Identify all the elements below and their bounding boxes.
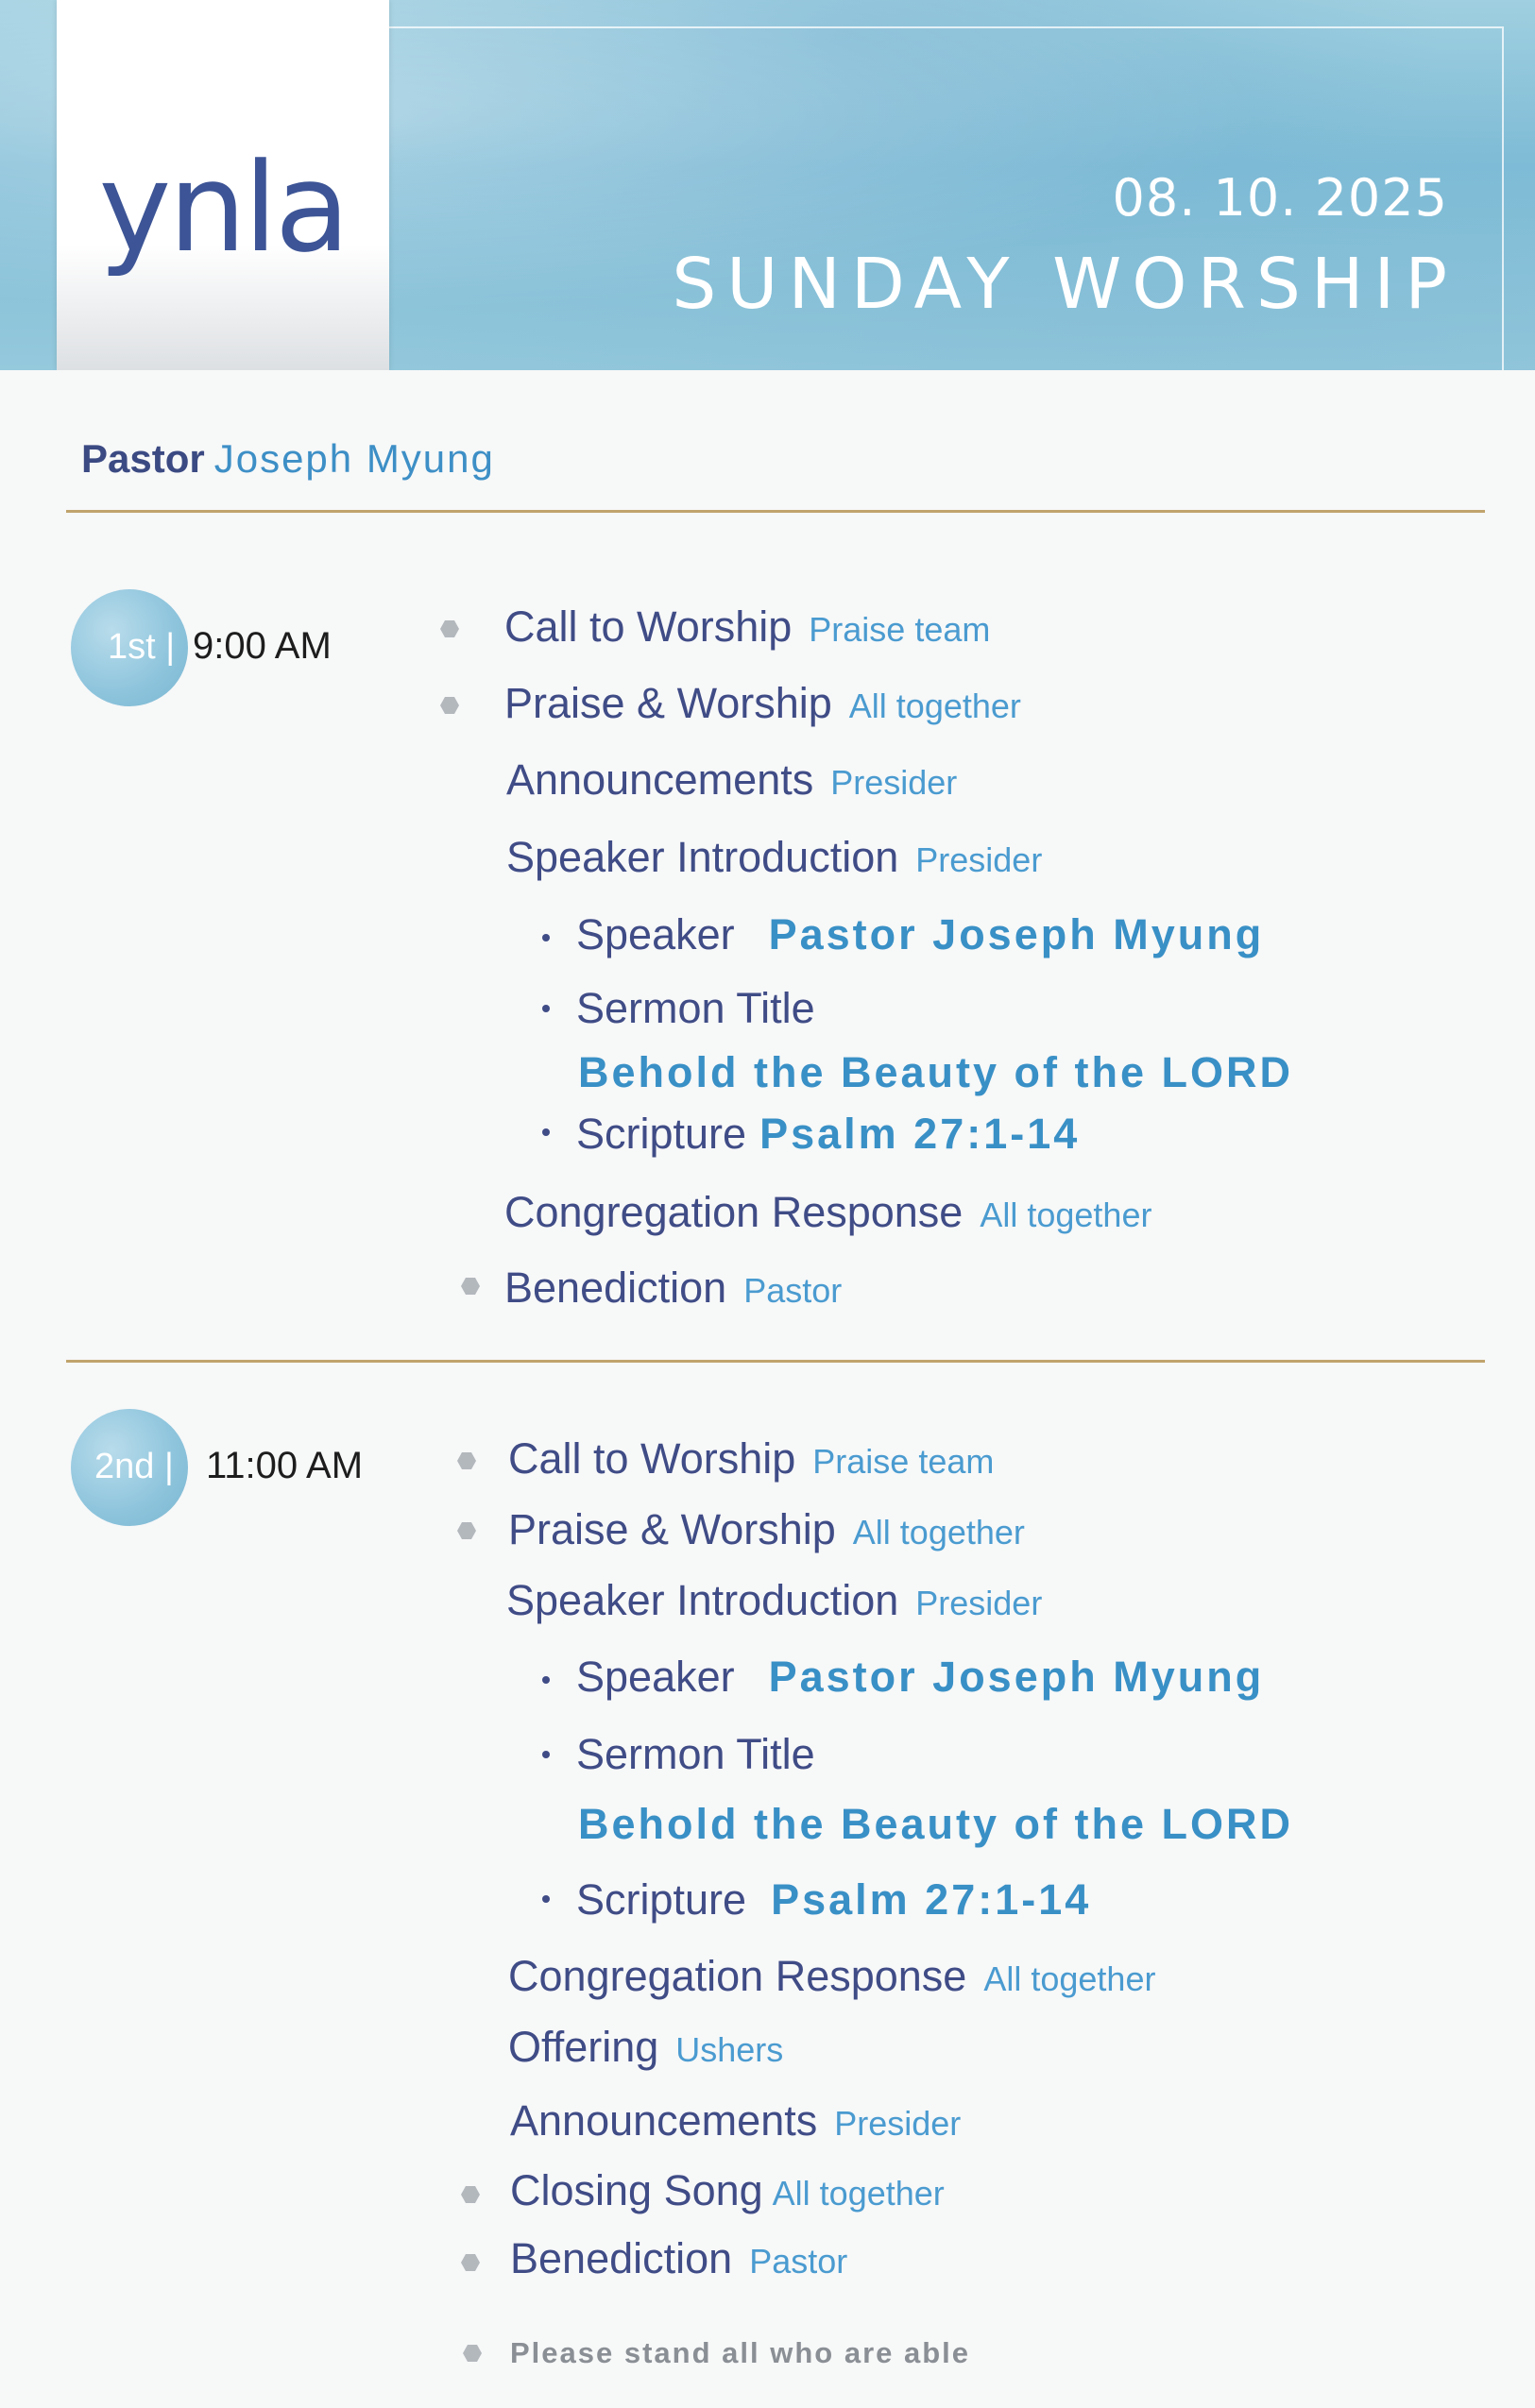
service-date: 08. 10. 2025: [1112, 168, 1448, 228]
item-label: Benediction: [504, 1263, 727, 1312]
scripture-line: [576, 1110, 1080, 1159]
speaker-name: Pastor Joseph Myung: [768, 910, 1265, 958]
item-label: Congregation Response: [508, 1952, 967, 2000]
item-role: All together: [852, 1513, 1025, 1552]
hex-bullet-icon: [463, 2344, 482, 2363]
program-item: [508, 2023, 783, 2072]
service-number: 1st |: [108, 627, 176, 667]
service-number: 2nd |: [94, 1447, 174, 1486]
item-role: Praise team: [812, 1442, 995, 1481]
page-title: SUNDAY WORSHIP: [672, 244, 1458, 325]
bullet-dot-icon: [542, 1005, 550, 1012]
item-role: Ushers: [675, 2030, 784, 2069]
pastor-line: [81, 436, 495, 482]
service-time: 11:00 AM: [206, 1445, 364, 1486]
item-label: Announcements: [506, 755, 814, 804]
item-role: All together: [983, 1959, 1156, 1998]
scripture-label: Scripture: [576, 1110, 747, 1158]
item-role: Praise team: [809, 610, 991, 649]
item-role: All together: [980, 1196, 1152, 1234]
hex-bullet-icon: [461, 2253, 480, 2272]
program-item: [504, 1263, 842, 1313]
program-item: [508, 1505, 1025, 1554]
item-label: Congregation Response: [504, 1188, 964, 1236]
service-time: 9:00 AM: [193, 625, 332, 667]
hex-bullet-icon: [440, 619, 459, 638]
item-label: Offering: [508, 2023, 659, 2071]
hex-bullet-icon: [461, 1277, 480, 1296]
item-label: Praise & Worship: [504, 679, 832, 727]
program-item: [504, 679, 1021, 728]
item-role: Presider: [830, 763, 958, 802]
item-label: Praise & Worship: [508, 1505, 836, 1553]
program-item: [506, 755, 957, 805]
item-role: Pastor: [743, 1271, 843, 1310]
item-label: Call to Worship: [508, 1434, 796, 1483]
scripture-label: Scripture: [576, 1875, 747, 1924]
item-role: Presider: [834, 2104, 962, 2143]
item-role: All together: [772, 2174, 945, 2213]
logo: [57, 0, 389, 370]
scripture-line: [576, 1875, 1091, 1925]
pastor-name: Joseph Myung: [213, 436, 495, 481]
item-label: Speaker Introduction: [506, 1576, 899, 1624]
program-item: [506, 833, 1042, 882]
scripture-reference: Psalm 27:1-14: [771, 1875, 1092, 1924]
speaker-label: Speaker: [576, 910, 735, 958]
item-role: All together: [848, 687, 1021, 725]
item-label: Speaker Introduction: [506, 833, 899, 881]
footnote: Please stand all who are able: [510, 2336, 971, 2369]
hex-bullet-icon: [440, 696, 459, 715]
speaker-line: [576, 1653, 1264, 1702]
sermon-line: [576, 984, 815, 1033]
program-item: [506, 1576, 1042, 1625]
speaker-label: Speaker: [576, 1653, 735, 1701]
item-label: Closing Song: [510, 2166, 763, 2214]
bullet-dot-icon: [542, 1895, 550, 1903]
hex-bullet-icon: [461, 2185, 480, 2204]
sermon-title: Behold the Beauty of the LORD: [578, 1048, 1294, 1096]
bullet-dot-icon: [542, 1128, 550, 1136]
bullet-dot-icon: [542, 1751, 550, 1758]
logo-text: ynla: [98, 136, 348, 280]
program-item: [510, 2096, 961, 2145]
hex-bullet-icon: [457, 1451, 476, 1470]
item-label: Announcements: [510, 2096, 818, 2145]
header-banner: [0, 0, 1535, 370]
scripture-reference: Psalm 27:1-14: [759, 1110, 1081, 1158]
program-item: [508, 1952, 1155, 2001]
sermon-label: Sermon Title: [576, 984, 815, 1032]
item-role: Presider: [915, 1584, 1043, 1622]
divider: [66, 1360, 1485, 1363]
bullet-dot-icon: [542, 1676, 550, 1684]
program-item: [508, 1434, 994, 1484]
program-item: [510, 2234, 847, 2283]
sermon-title: Behold the Beauty of the LORD: [578, 1800, 1294, 1848]
item-role: Presider: [915, 840, 1043, 879]
item-label: Call to Worship: [504, 602, 793, 651]
hex-bullet-icon: [457, 1521, 476, 1540]
bullet-dot-icon: [542, 934, 550, 941]
speaker-line: [576, 910, 1264, 959]
pastor-label: Pastor: [81, 436, 205, 481]
speaker-name: Pastor Joseph Myung: [768, 1653, 1265, 1701]
program-item: [504, 602, 990, 652]
sermon-label: Sermon Title: [576, 1730, 815, 1778]
item-role: Pastor: [749, 2242, 848, 2281]
item-label: Benediction: [510, 2234, 733, 2282]
program-item: [510, 2166, 945, 2215]
divider: [66, 510, 1485, 513]
program-item: [504, 1188, 1151, 1237]
sermon-line: [576, 1730, 815, 1779]
